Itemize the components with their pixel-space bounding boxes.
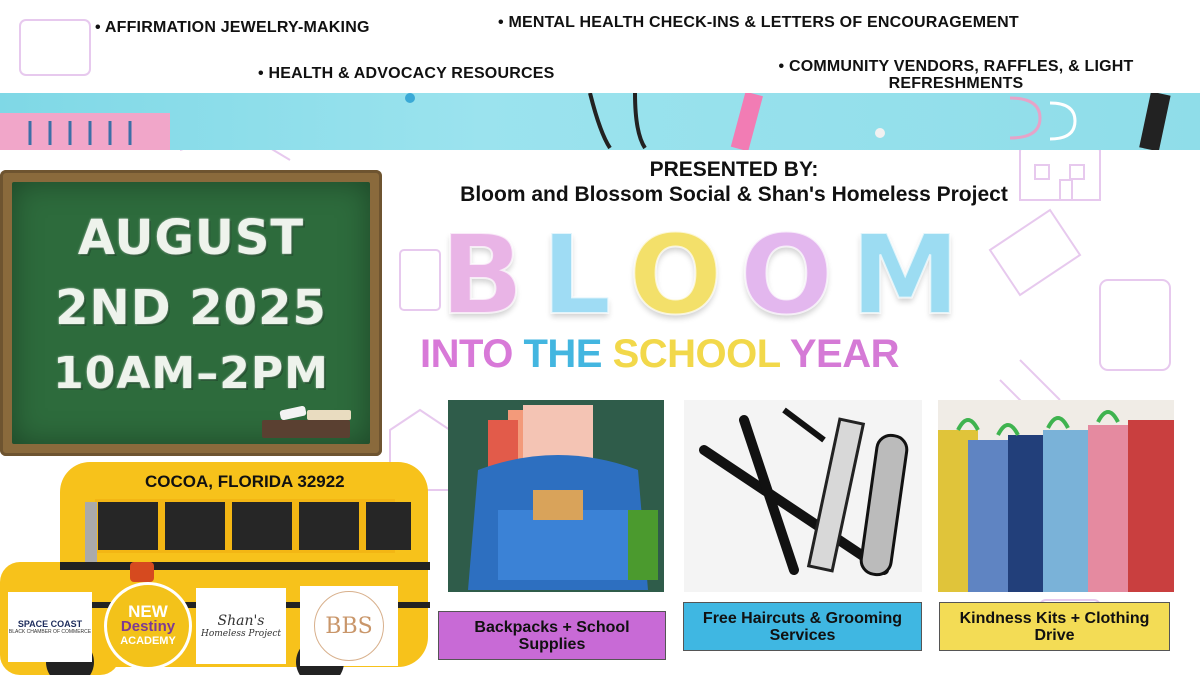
new-destiny-line-2: Destiny (120, 617, 176, 635)
title-letter-o: O (628, 211, 723, 339)
location-label: COCOA, FLORIDA 32922 (145, 472, 345, 491)
chalk-icon (279, 405, 307, 420)
community-line-1: • COMMUNITY VENDORS, RAFFLES, & LIGHT (778, 58, 1134, 75)
grooming-tools-photo (684, 400, 922, 592)
supplies-illustration (0, 93, 1200, 150)
new-destiny-line-3: ACADEMY (120, 634, 176, 647)
title-letter-b: B (440, 211, 524, 339)
chalkboard-surface (12, 182, 370, 444)
space-coast-sub: BLACK CHAMBER OF COMMERCE (8, 629, 92, 635)
shans-homeless-project-logo (196, 588, 286, 664)
shans-logo-line-2: Homeless Project (201, 629, 281, 639)
presented-by-block (404, 158, 1064, 207)
chalkboard (0, 170, 382, 456)
space-coast-logo (8, 592, 92, 662)
supplies-banner (0, 93, 1200, 150)
subtitle-school: SCHOOL (612, 332, 790, 376)
subtitle-into: INTO (420, 332, 524, 376)
subtitle-year: YEAR (789, 332, 899, 376)
space-coast-name: SPACE COAST (17, 619, 83, 629)
event-date: 2ND 2025 (55, 280, 327, 336)
bbs-logo-text: BBS (314, 591, 384, 661)
presenter-names: Bloom and Blossom Social & Shan's Homeless Project (460, 183, 1008, 206)
activity-bullet-community (756, 58, 1156, 92)
subtitle (420, 332, 980, 377)
presented-by-heading: PRESENTED BY: (649, 158, 819, 181)
activity-bullet-mental-health: • MENTAL HEALTH CHECK-INS & LETTERS OF ENCOURAGEMENT (498, 14, 1019, 31)
community-line-2: REFRESHMENTS (888, 75, 1024, 92)
clothing-rack-photo (938, 400, 1174, 592)
title-letter-l: L (541, 211, 612, 339)
backpack-photo (448, 400, 664, 592)
bloom-title (440, 211, 960, 339)
service-caption-haircuts: Free Haircuts & Grooming Services (683, 602, 922, 651)
new-destiny-line-1: NEW (128, 601, 168, 621)
subtitle-the: THE (523, 332, 613, 376)
eraser-icon (262, 420, 350, 438)
event-month: AUGUST (77, 210, 305, 266)
title-letter-o: O (739, 211, 834, 339)
service-caption-backpacks: Backpacks + School Supplies (438, 611, 666, 660)
service-caption-kindness-kits: Kindness Kits + Clothing Drive (939, 602, 1170, 651)
chalk-icon (307, 410, 351, 420)
activity-bullet-health-advocacy: • HEALTH & ADVOCACY RESOURCES (258, 65, 555, 82)
title-letter-m: M (850, 211, 960, 339)
event-time: 10AM–2PM (53, 348, 329, 399)
bbs-logo (300, 586, 398, 666)
new-destiny-academy-logo (104, 582, 192, 670)
activity-bullet-jewelry: • AFFIRMATION JEWELRY-MAKING (95, 19, 370, 36)
shans-logo-line-1: Shan's (217, 613, 265, 629)
